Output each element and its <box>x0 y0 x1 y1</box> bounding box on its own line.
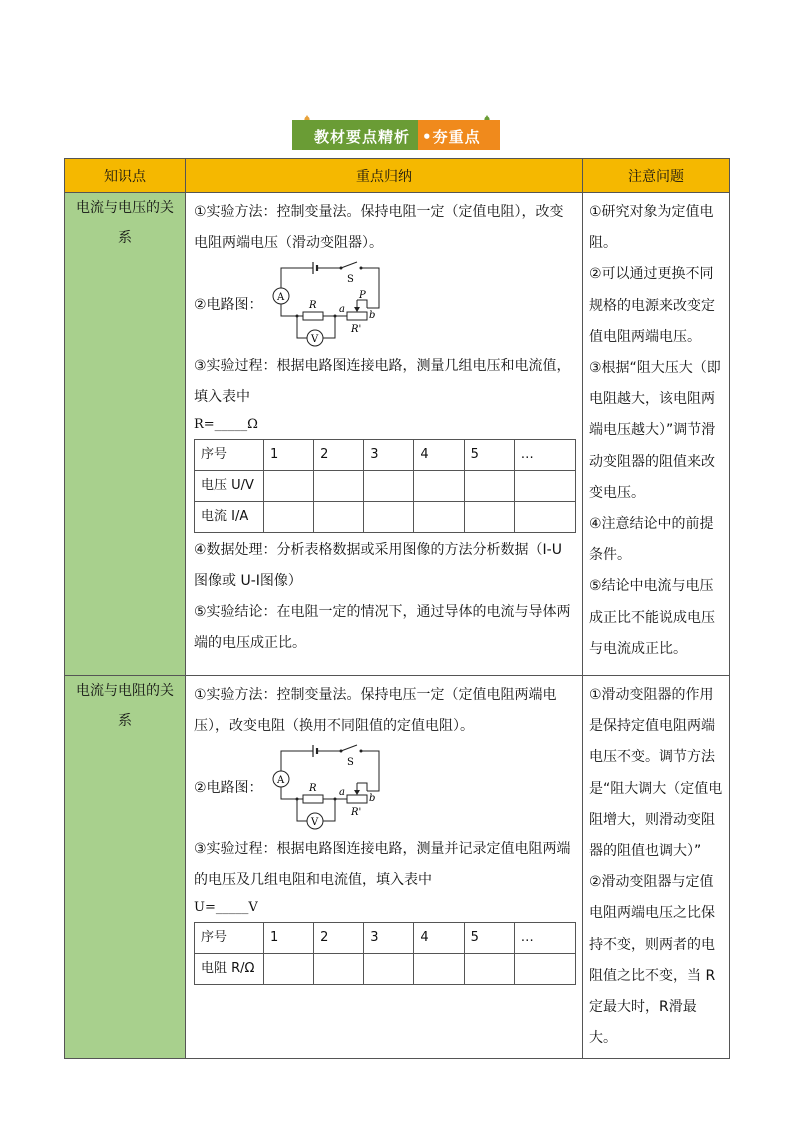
table-cell: 3 <box>364 440 414 471</box>
conclusion-text: ⑤实验结论：在电阻一定的情况下，通过导体的电流与导体两端的电压成正比。 <box>194 604 571 651</box>
table-cell <box>414 471 464 502</box>
table-cell <box>314 502 364 533</box>
table-cell <box>364 471 414 502</box>
rheostat-label: R' <box>350 324 361 335</box>
notes-cell <box>583 676 730 1059</box>
switch-label: S <box>346 757 354 768</box>
table-cell <box>264 954 314 985</box>
table-cell <box>514 471 575 502</box>
table-cell: 2 <box>314 923 364 954</box>
circuit-diagram-row <box>194 259 574 351</box>
note-item: ②可以通过更换不同规格的电源来改变定值电阻两端电压。 <box>589 266 715 345</box>
circuit-label: ②电路图： <box>194 296 263 313</box>
table-row <box>195 440 576 471</box>
summary-cell <box>186 676 583 1059</box>
table-cell: 3 <box>364 923 414 954</box>
ammeter-label: A <box>276 292 284 303</box>
method-text: ①实验方法：控制变量法。保持电阻一定（定值电阻），改变电阻两端电压（滑动变阻器）。 <box>194 204 564 251</box>
header-topic: 知识点 <box>65 159 186 193</box>
table-cell <box>464 954 514 985</box>
table-cell <box>414 954 464 985</box>
end-b-label: b <box>368 310 375 321</box>
table-cell: 1 <box>264 923 314 954</box>
slider-label: P <box>358 290 366 301</box>
given-value: U=_____V <box>194 900 258 915</box>
table-cell <box>514 954 575 985</box>
note-item: ⑤结论中电流与电压成正比不能说成电压与电流成正比。 <box>589 578 715 657</box>
topic-cell: 电流与电压的关系 <box>65 193 186 676</box>
notes-cell <box>583 193 730 676</box>
table-cell: 5 <box>464 440 514 471</box>
table-cell: … <box>514 440 575 471</box>
table-row <box>195 923 576 954</box>
table-cell <box>464 502 514 533</box>
circuit-diagram <box>267 260 387 350</box>
banner-subtitle: •夯重点 <box>422 128 481 146</box>
process-text: ③实验过程：根据电路图连接电路，测量并记录定值电阻两端的电压及几组电阻和电流值，填入表中 <box>194 841 571 888</box>
note-item: ①滑动变阻器的作用是保持定值电阻两端电压不变。调节方法是“阻大调大（定值电阻增大，则滑动变阻器的阻值也调大）” <box>589 687 723 860</box>
table-cell: 电流 I/A <box>195 502 264 533</box>
table-cell <box>364 954 414 985</box>
key-points-table <box>64 158 730 1059</box>
voltmeter-label: V <box>310 334 318 345</box>
table-row <box>195 502 576 533</box>
table-cell: 4 <box>414 923 464 954</box>
circuit-diagram <box>267 743 387 833</box>
method-text: ①实验方法：控制变量法。保持电压一定（定值电阻两端电压），改变电阻（换用不同阻值的定值电阻）。 <box>194 687 557 734</box>
resistor-label: R <box>308 300 317 311</box>
processing-text: ④数据处理：分析表格数据或采用图像的方法分析数据（I-U图像或 U-I图像） <box>194 542 562 589</box>
table-cell <box>264 471 314 502</box>
table-cell: 序号 <box>195 923 264 954</box>
banner-title: 教材要点精析 <box>314 128 411 146</box>
summary-cell <box>186 193 583 676</box>
table-cell <box>314 954 364 985</box>
table-header-row <box>65 159 730 193</box>
table-cell: 5 <box>464 923 514 954</box>
table-cell: 电阻 R/Ω <box>195 954 264 985</box>
end-a-label: a <box>338 787 345 798</box>
table-cell <box>314 471 364 502</box>
switch-label: S <box>346 274 354 285</box>
header-notes: 注意问题 <box>583 159 730 193</box>
table-row <box>65 676 730 1059</box>
resistor-label: R <box>308 783 317 794</box>
table-cell: 1 <box>264 440 314 471</box>
ammeter-label: A <box>276 775 284 786</box>
note-item: ③根据“阻大压大（即电阻越大，该电阻两端电压越大）”调节滑动变阻器的阻值来改变电压。 <box>589 360 721 501</box>
table-cell: 电压 U/V <box>195 471 264 502</box>
end-a-label: a <box>338 304 345 315</box>
voltmeter-label: V <box>310 817 318 828</box>
data-table <box>194 922 576 985</box>
table-cell: 序号 <box>195 440 264 471</box>
topic-cell: 电流与电阻的关系 <box>65 676 186 1059</box>
note-item: ②滑动变阻器与定值电阻两端电压之比保持不变，则两者的电阻值之比不变，当 R定最大时，R滑最大。 <box>589 874 716 1047</box>
circuit-diagram-row <box>194 742 574 834</box>
header-summary: 重点归纳 <box>186 159 583 193</box>
table-row <box>195 471 576 502</box>
table-cell: 4 <box>414 440 464 471</box>
table-cell <box>364 502 414 533</box>
end-b-label: b <box>368 793 375 804</box>
table-cell <box>414 502 464 533</box>
process-text: ③实验过程：根据电路图连接电路，测量几组电压和电流值，填入表中 <box>194 358 571 405</box>
table-cell <box>464 471 514 502</box>
table-row <box>195 954 576 985</box>
given-value: R=_____Ω <box>194 417 258 432</box>
note-item: ④注意结论中的前提条件。 <box>589 516 714 564</box>
note-item: ①研究对象为定值电阻。 <box>589 204 714 252</box>
rheostat-label: R' <box>350 807 361 818</box>
table-cell: 2 <box>314 440 364 471</box>
table-cell <box>514 502 575 533</box>
table-row <box>65 193 730 676</box>
data-table <box>194 439 576 533</box>
table-cell: … <box>514 923 575 954</box>
table-cell <box>264 502 314 533</box>
circuit-label: ②电路图： <box>194 779 263 796</box>
section-banner <box>292 115 502 151</box>
